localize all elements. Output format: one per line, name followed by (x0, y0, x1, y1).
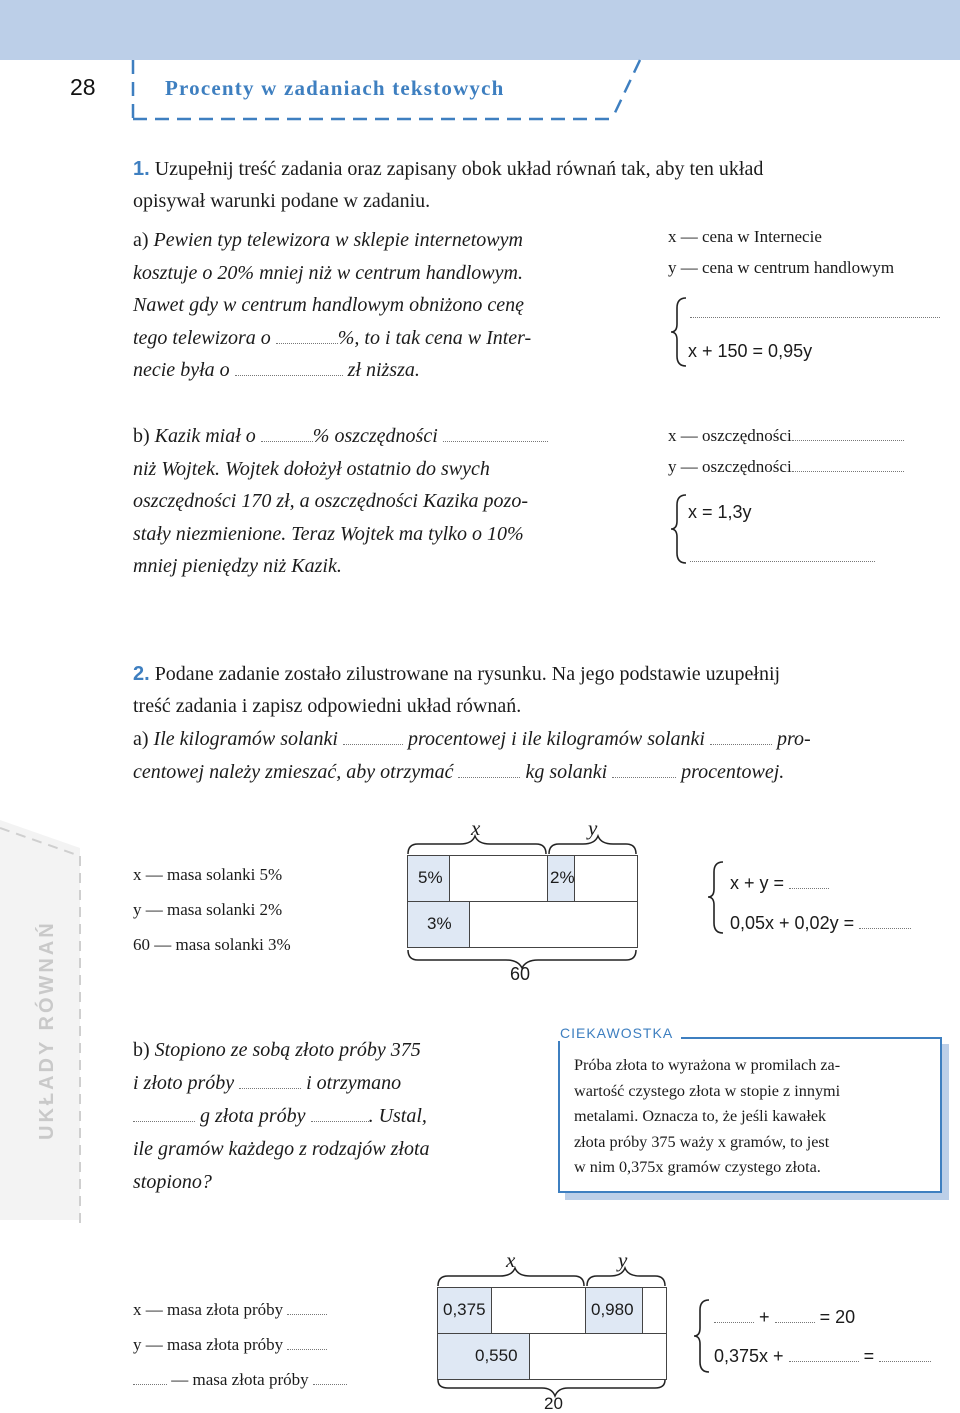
blank-equation-2b-1a[interactable] (714, 1307, 754, 1323)
task1a-line1: Pewien typ telewizora w sklepie internetowym (153, 229, 523, 251)
task1b-line2: niż Wojtek. Wojtek dołożył ostatnio do swych (133, 457, 490, 480)
brace-2b (693, 1298, 713, 1374)
fig2b-x-label: x (506, 1248, 516, 1272)
fig2a-cell-2pct: 2% (547, 855, 575, 902)
task2a-variables (133, 857, 291, 962)
task1a-line4-start: tego telewizora o (133, 326, 271, 349)
task2-instruction-line2: treść zadania i zapisz odpowiedni układ równań. (133, 695, 522, 717)
blank-brine-total[interactable] (458, 760, 520, 778)
equation-2b-second (714, 1346, 931, 1367)
task1a-text (133, 224, 633, 387)
task2b-var2: y — masa złota próby (133, 1335, 284, 1354)
equation-2a-first (730, 873, 829, 894)
page-number: 28 (70, 74, 96, 100)
task1b-line5: mniej pieniędzy niż Kazik. (133, 555, 342, 577)
equation-2a-second (730, 913, 911, 934)
task2b-text (133, 1034, 513, 1199)
fig2a-y-label: y (588, 816, 598, 840)
ciekawostka-label: CIEKAWOSTKA (552, 1025, 681, 1041)
brace-1b (670, 493, 690, 565)
task1b-label: b) (133, 425, 150, 447)
ciekawostka-line4: złota próby 375 waży x gramów, to jest (574, 1132, 830, 1151)
task1a-var-x: x — cena w Internecie (668, 227, 822, 246)
blank-brine-pct-3[interactable] (612, 760, 676, 778)
blank-equation-1b[interactable] (690, 548, 875, 562)
blank-equation-2a-1[interactable] (789, 873, 829, 889)
blank-equation-2b-1b[interactable] (775, 1307, 815, 1323)
task1b-line3: oszczędności 170 zł, a oszczędności Kazika pozo- (133, 490, 528, 512)
equation-2b-first (714, 1307, 855, 1328)
task2a-l1c: pro- (777, 728, 811, 750)
equation-1a-second: x + 150 = 0,95y (688, 341, 813, 361)
task2-instruction-line1: Podane zadanie zostało zilustrowane na rysunku. Na jego podstawie uzupełnij (154, 663, 781, 685)
task2b-l1: Stopiono ze sobą złoto próby 375 (154, 1039, 421, 1061)
blank-gold-fineness[interactable] (239, 1071, 301, 1089)
task1-instruction-line2: opisywał warunki podane w zadaniu. (133, 190, 431, 212)
blank-var2-fineness[interactable] (287, 1335, 327, 1350)
chapter-title: Procenty w zadaniach tekstowych (165, 76, 505, 100)
task2a-text (133, 723, 953, 788)
task1a-line4-end: %, to i tak cena w Inter- (337, 326, 532, 349)
blank-var3-fineness[interactable] (313, 1370, 347, 1385)
blank-percent-more[interactable] (261, 424, 313, 442)
ciekawostka-line1: Próba złota to wyrażona w promilach za- (574, 1056, 841, 1074)
ciekawostka-text (574, 1053, 934, 1181)
equation-2b-first-end: = 20 (819, 1307, 856, 1328)
task2-instruction (133, 658, 953, 722)
fig2b-cell-0550: 0,550 (437, 1333, 530, 1380)
blank-var3-mass[interactable] (133, 1370, 167, 1385)
ciekawostka-line2: wartość czystego złota w stopie z innymi (574, 1081, 841, 1100)
task1b-var-y: y — oszczędności (668, 457, 792, 476)
sidebar-label: UKŁADY RÓWNAŃ (36, 920, 58, 1140)
equation-2b-equals: = (863, 1346, 875, 1367)
blank-var1-fineness[interactable] (287, 1300, 327, 1315)
blank-brine-pct-1[interactable] (343, 727, 403, 745)
task2b-l3a: g złota próby (200, 1105, 306, 1127)
task2a-l1a: Ile kilogramów solanki (153, 728, 338, 750)
task1a-line2: kosztuje o 20% mniej niż w centrum handlowym. (133, 261, 523, 284)
blank-equation-2b-2b[interactable] (879, 1346, 931, 1362)
blank-savings-who[interactable] (443, 424, 548, 442)
task2a-var1: x — masa solanki 5% (133, 865, 283, 884)
task1a-variables (668, 221, 894, 283)
fig2b-y-label: y (618, 1248, 628, 1272)
blank-gold-mass[interactable] (133, 1104, 195, 1122)
task2b-l2a: i złoto próby (133, 1072, 235, 1094)
blank-var-y-1b[interactable] (792, 457, 904, 472)
blank-percent-discount[interactable] (276, 326, 338, 344)
task2b-l2b: i otrzymano (306, 1072, 402, 1094)
blank-price-difference[interactable] (235, 358, 343, 376)
task1a-line5-end: zł niższa. (347, 359, 420, 381)
equation-2a-second-text: 0,05x + 0,02y = (730, 913, 855, 934)
task1b-line1-start: Kazik miał o (154, 425, 256, 447)
brace-2a (707, 860, 727, 935)
task1a-line5-start: necie była o (133, 359, 230, 381)
ciekawostka-line3: metalami. Oznacza to, że jeśli kawałek (574, 1107, 827, 1125)
task2a-var2: y — masa solanki 2% (133, 900, 283, 919)
task2a-l2a: centowej należy zmieszać, aby otrzymać (133, 760, 454, 783)
blank-equation-2b-2a[interactable] (789, 1346, 859, 1362)
task1a-line3: Nawet gdy w centrum handlowym obniżono cenę (133, 294, 525, 316)
task1-instruction-line1: Uzupełnij treść zadania oraz zapisany obok układ równań tak, aby ten układ (154, 158, 764, 180)
task2a-l2b: kg solanki (525, 760, 608, 783)
brace-1a (670, 296, 690, 368)
task1a-label: a) (133, 229, 149, 251)
task1b-text (133, 420, 633, 583)
task1b-line4: stały niezmienione. Teraz Wojtek ma tylko o 10% (133, 522, 524, 545)
blank-var-x-1b[interactable] (792, 426, 904, 441)
fig2a-total-label: 60 (510, 964, 531, 984)
equation-1b-first: x = 1,3y (688, 502, 752, 522)
fig2a-cell-3pct: 3% (407, 901, 470, 948)
ciekawostka-line5: w nim 0,375x gramów czystego złota. (574, 1158, 821, 1176)
header-frame (0, 0, 960, 130)
task2-number: 2. (133, 663, 150, 685)
task2b-var3: — masa złota próby (171, 1370, 309, 1389)
task2b-l5: stopiono? (133, 1171, 212, 1193)
task2b-label: b) (133, 1039, 150, 1061)
fig2a-cell-5pct: 5% (407, 855, 450, 902)
task2b-variables (133, 1292, 347, 1397)
task1a-var-y: y — cena w centrum handlowym (668, 258, 895, 277)
task1b-var-x: x — oszczędności (668, 426, 792, 445)
fig2a-x-label: x (471, 816, 481, 840)
task2a-label: a) (133, 728, 149, 750)
task1b-line1-mid: % oszczędności (312, 425, 438, 447)
task2a-l2c: procentowej. (681, 760, 785, 783)
fig2b-cell-0980: 0,980 (585, 1287, 643, 1334)
task1b-variables (668, 420, 904, 482)
blank-equation-2a-2[interactable] (859, 913, 911, 929)
blank-brine-pct-2[interactable] (710, 727, 772, 745)
task1-number: 1. (133, 158, 150, 180)
task2b-l4: ile gramów każdego z rodzajów złota (133, 1138, 430, 1160)
task2b-l3b: . Ustal, (368, 1105, 427, 1127)
equation-2b-plus: + (759, 1307, 770, 1328)
equation-2b-second-start: 0,375x + (714, 1346, 784, 1367)
equation-2a-first-text: x + y = (730, 873, 785, 894)
blank-equation-1a[interactable] (690, 304, 940, 318)
task2a-l1b: procentowej i ile kilogramów solanki (407, 728, 705, 750)
fig2b-total-label: 20 (544, 1394, 563, 1413)
task2a-var3: 60 — masa solanki 3% (133, 935, 291, 954)
task1-instruction (133, 153, 953, 217)
fig2b-cell-0375: 0,375 (437, 1287, 492, 1334)
task2b-var1: x — masa złota próby (133, 1300, 284, 1319)
blank-gold-result-fineness[interactable] (311, 1104, 369, 1122)
